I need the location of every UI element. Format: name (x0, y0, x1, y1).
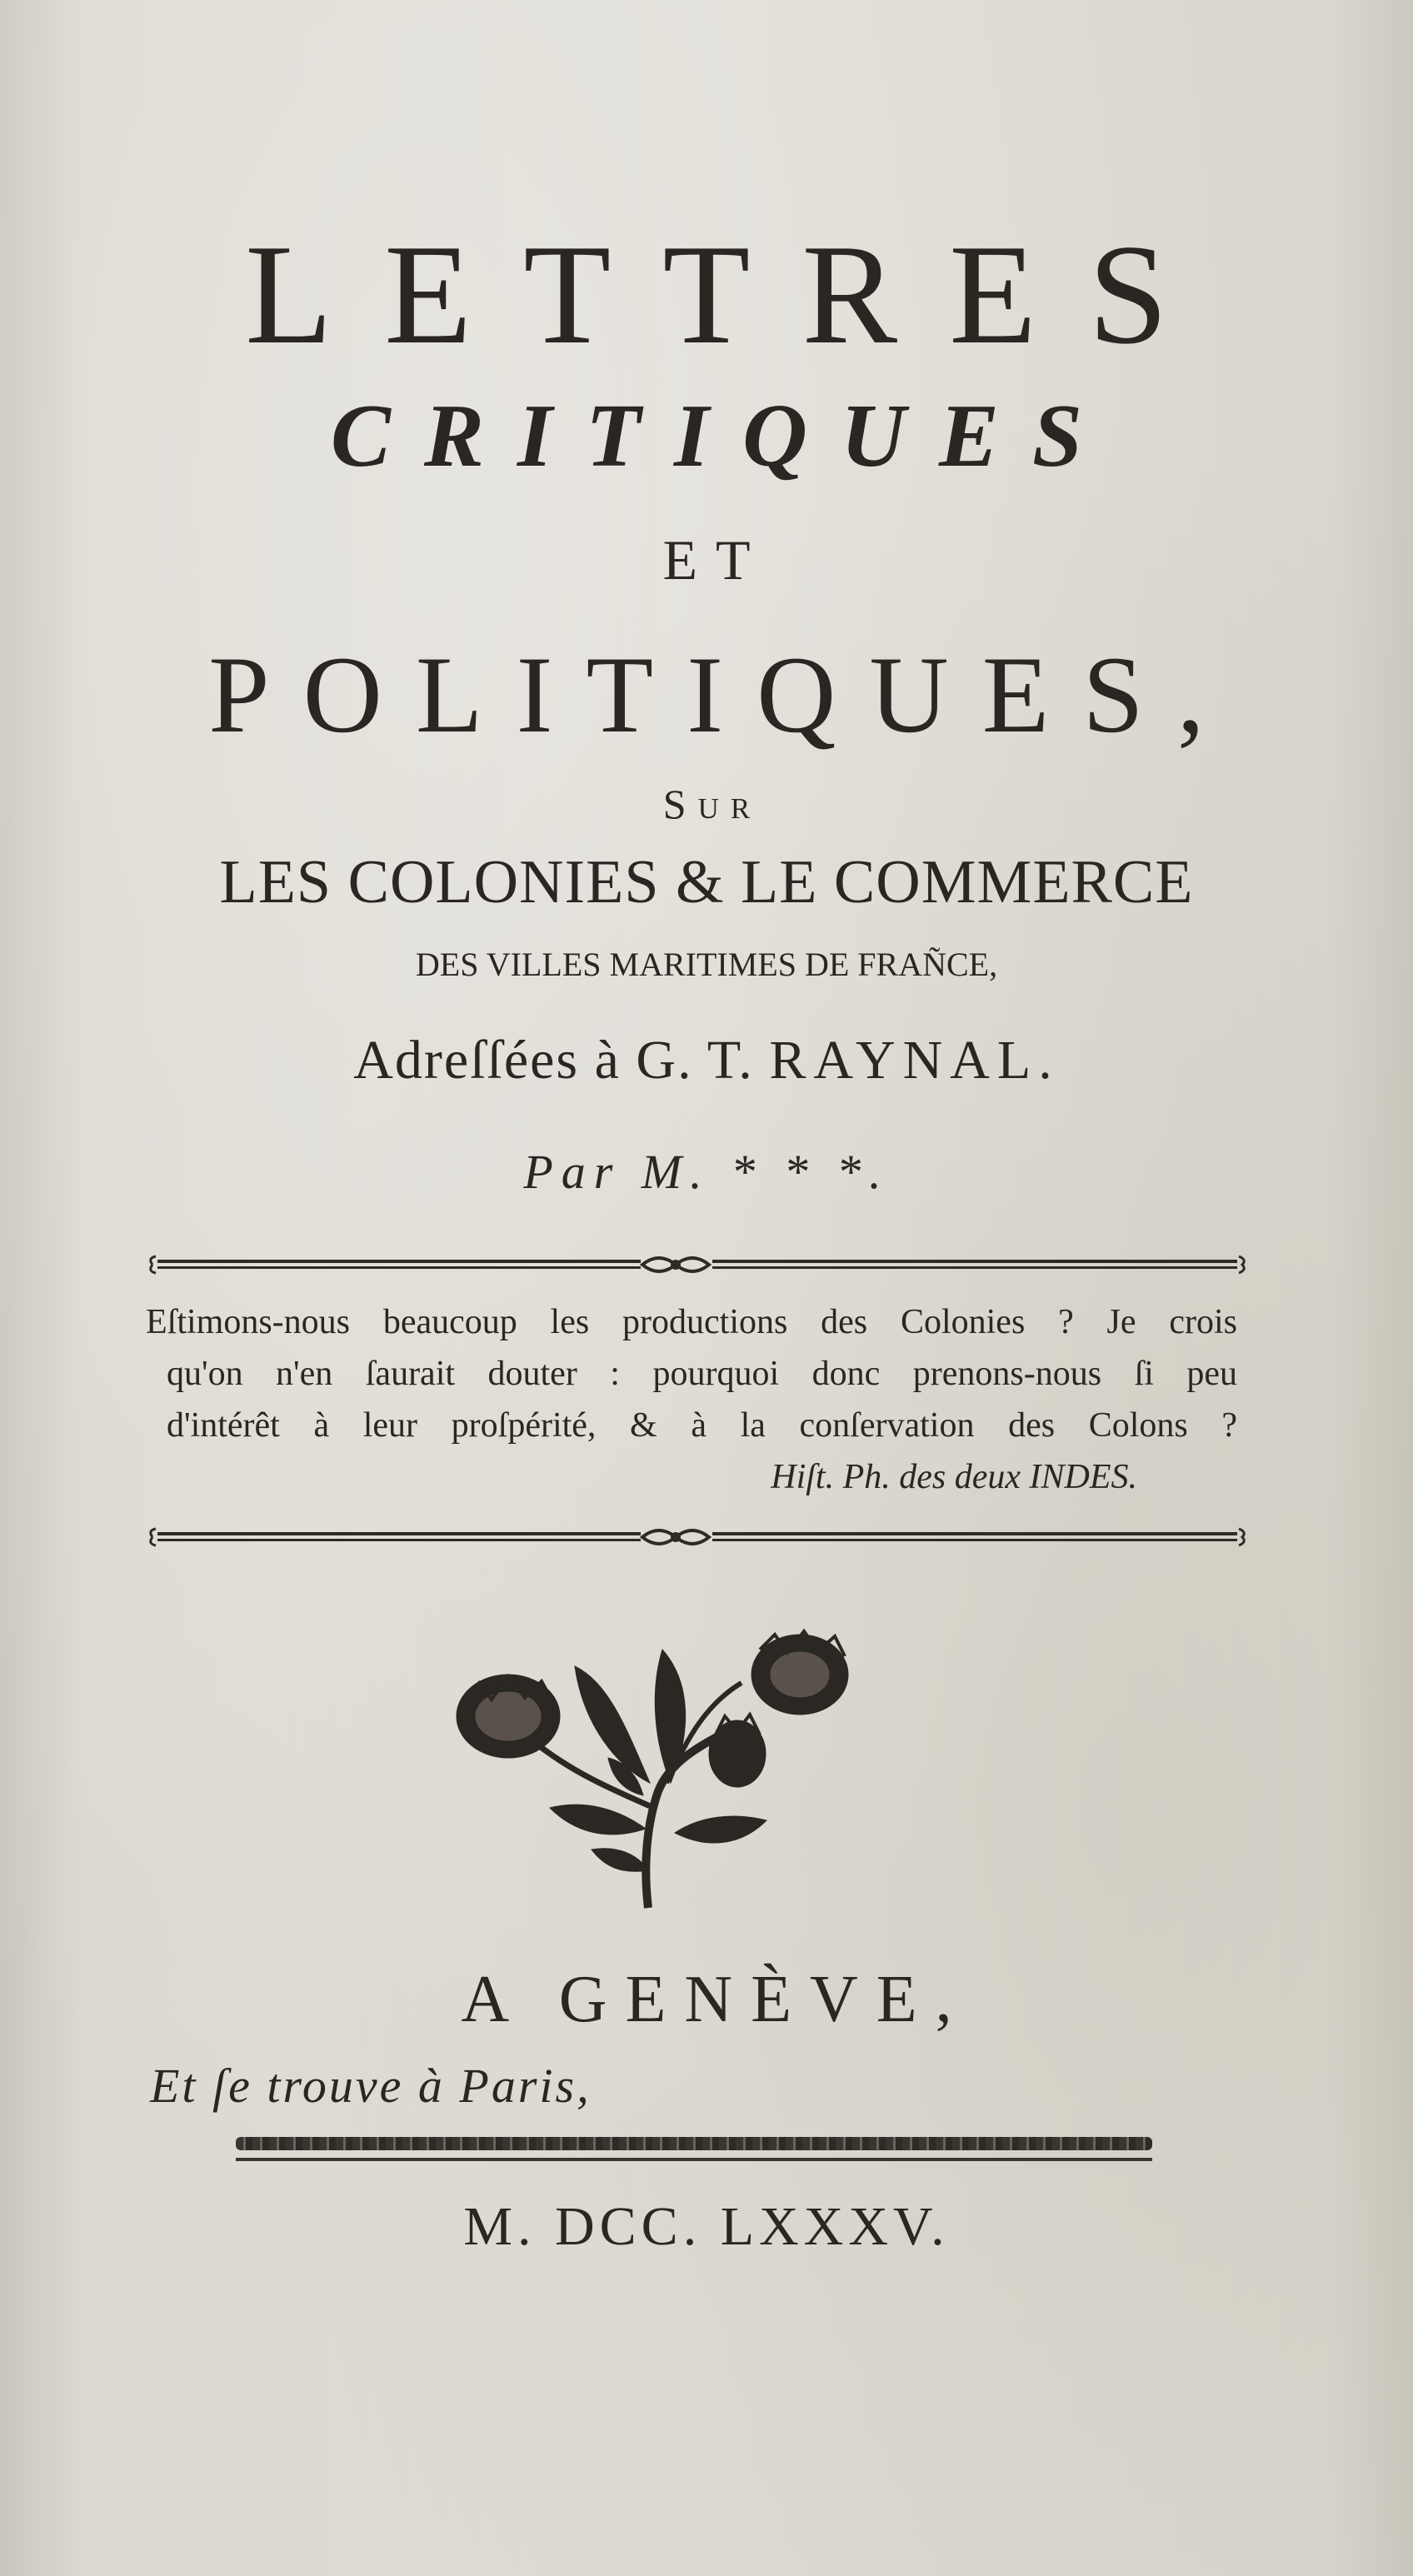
epigraph-line: qu'on n'en ſaurait douter : pourquoi donc prenons-nous ſi peu (167, 1355, 1237, 1393)
imprint-also-sold: Et ſe trouve à Paris, (150, 2059, 592, 2113)
addressee-name: RAYNAL. (769, 1030, 1060, 1091)
typographic-rule-icon (146, 1248, 1250, 1281)
addressee-prefix: Adreſſées à G. T. (353, 1030, 754, 1091)
title-critiques: CRITIQUES (330, 387, 1116, 486)
imprint-place: A GENÈVE, (461, 1963, 971, 2036)
typographic-rule-icon (146, 1520, 1250, 1554)
title-lettres: LETTRES (245, 216, 1220, 374)
author-line: Par M. * * *. (523, 1145, 890, 1199)
floral-vignette-icon (450, 1616, 858, 1916)
epigraph (146, 1296, 1237, 1503)
addressee-line (0, 1030, 1413, 1091)
title-politiques: POLITIQUES, (208, 633, 1238, 756)
subtitle-colonies: LES COLONIES & LE COMMERCE (219, 848, 1194, 916)
thick-rule (236, 2137, 1152, 2150)
epigraph-line: Eſtimons-nous beaucoup les productions des Colonies ? Je crois (146, 1303, 1237, 1341)
subtitle-sur: Sur (662, 781, 762, 827)
epigraph-line: d'intérêt à leur proſpérité, & à la conſervation des Colons ? (167, 1406, 1237, 1445)
subtitle-villes: DES VILLES MARITIMES DE FRAÑCE, (415, 946, 998, 983)
epigraph-source: Hiſt. Ph. des deux INDES. (771, 1458, 1137, 1496)
thin-rule (236, 2158, 1152, 2161)
imprint-date: M. DCC. LXXXV. (463, 2196, 950, 2257)
title-et: ET (662, 528, 769, 592)
